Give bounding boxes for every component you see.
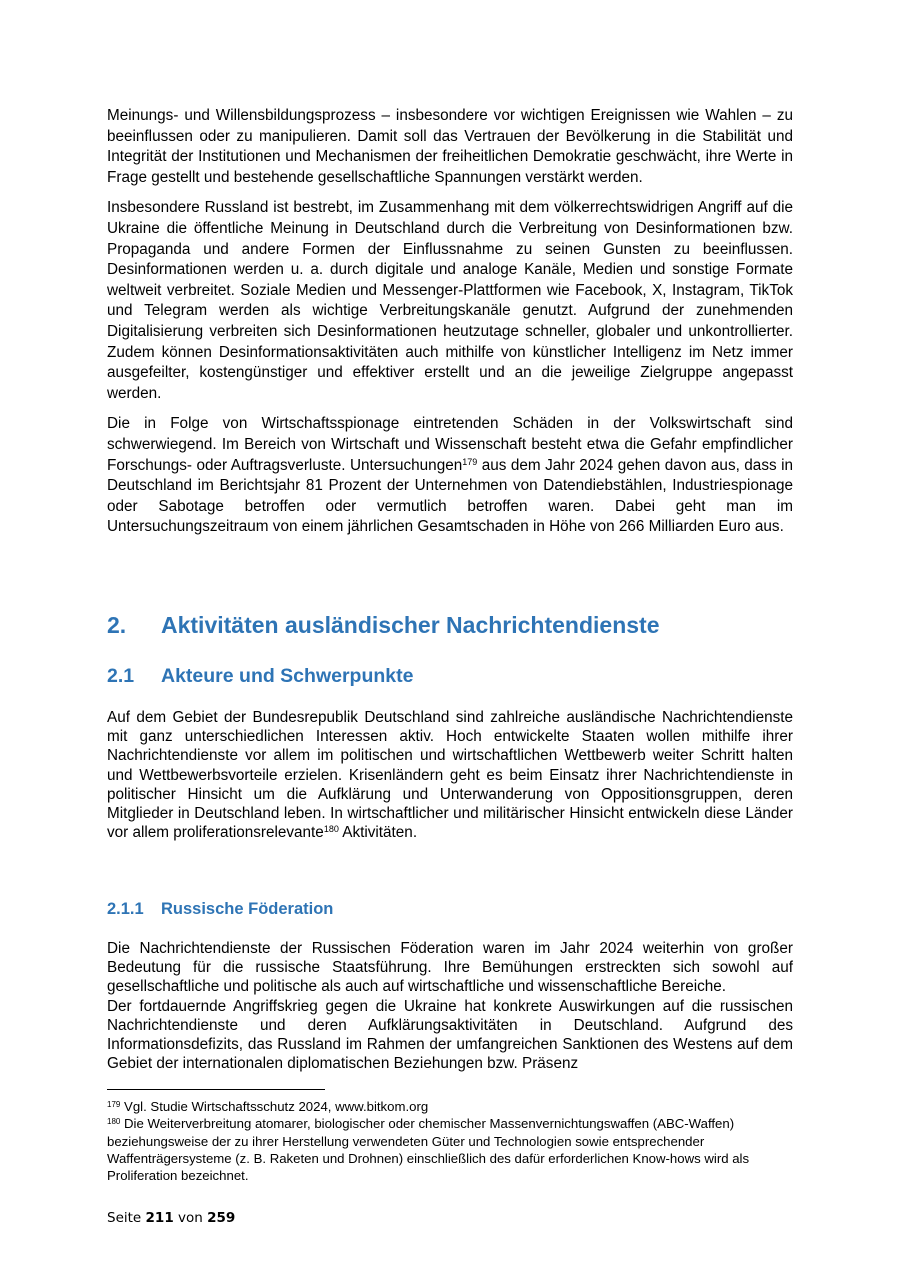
paragraph-russia-disinformation: Insbesondere Russland ist bestrebt, im Zusammenhang mit dem völkerrechtswidrigen Angriff auf die Ukraine die öffentliche Meinung in Deutschland durch die Verbreitung von Desinformationen bzw. Propaganda und andere Formen der Einflussnahme zu seinen Gunsten zu beeinflussen. Desinformationen werden u. a. durch digitale und analoge Kanäle, Medien und sonstige Formate weltweit verbreitet. Soziale Medien und Messenger-Plattformen wie Facebook, X, Instagram, TikTok und Telegram werden als wichtige Verbreitungskanäle genutzt. Aufgrund der zunehmenden Digitalisierung verbreiten sich Desinformationen heutzutage schneller, globaler und unkontrollierter. Zudem können Desinformationsaktivitäten auch mithilfe von künstlicher Intelligenz im Netz immer ausgefeilter, kostengünstiger und effektiver erstellt und an die jeweilige Zielgruppe angepasst werden. [107, 199, 793, 402]
paragraph-economic-espionage-part1: Die in Folge von Wirtschaftsspionage eintretenden Schäden in der Volkswirtschaft sind schwerwiegend. Im Bereich von Wirtschaft und Wissenschaft besteht etwa die Gefahr empfindlicher Forschungs- oder Auftragsverluste. Untersuchungen [107, 415, 793, 474]
footer-middle: von [173, 1210, 208, 1226]
paragraph-russia-war: Der fortdauernde Angriffskrieg gegen die Ukraine hat konkrete Auswirkungen auf die russischen Nachrichtendienste und deren Aufklärungsaktivitäten in Deutschland. Aufgrund des Informationsdefizits, das Russland im Rahmen der umfangreichen Sanktionen des Westens auf dem Gebiet der internationalen diplomatischen Beziehungen bzw. Präsenz [107, 997, 793, 1073]
section-heading-2-1-1 [107, 900, 333, 919]
body-text-actors [107, 708, 793, 842]
footnote-number: 180 [107, 1117, 121, 1127]
footer-prefix: Seite [107, 1210, 146, 1226]
subsection-title: Akteure und Schwerpunkte [161, 665, 414, 687]
footnote-text: Die Weiterverbreitung atomarer, biologischer oder chemischer Massenvernichtungswaffen (ABC-Waffen) beziehungsweise der zu ihrer Herstellung verwendeten Güter und Technologien sowie entsprechender Waffenträgersysteme (z. B. Raketen und Drohnen) einschließlich des dafür erforderlichen Know-hows wird als Proliferation bezeichnet. [107, 1116, 750, 1184]
section-title: Aktivitäten ausländischer Nachrichtendienste [161, 612, 660, 638]
current-page-number: 211 [145, 1210, 174, 1226]
paragraph-foreign-services-part2: Aktivitäten. [338, 824, 418, 842]
footnote-text: Vgl. Studie Wirtschaftsschutz 2024, www.bitkom.org [120, 1099, 429, 1114]
total-pages: 259 [207, 1210, 236, 1226]
subsubsection-title: Russische Föderation [161, 900, 334, 918]
paragraph-elections: Meinungs- und Willensbildungsprozess – insbesondere vor wichtigen Ereignissen wie Wahlen – zu beeinflussen oder zu manipulieren. Damit soll das Vertrauen der Bevölkerung in die Stabilität und Integrität der Institutionen und Mechanismen der freiheitlichen Demokratie geschwächt, ihre Werte in Frage gestellt und bestehende gesellschaftliche Spannungen verstärkt werden. [107, 107, 793, 186]
paragraph-foreign-services-part1: Auf dem Gebiet der Bundesrepublik Deutschland sind zahlreiche ausländische Nachrichtendienste mit ganz unterschiedlichen Interessen aktiv. Hoch entwickelte Staaten wollen mithilfe ihrer Nachrichtendienste vor allem im politischen und wirtschaftlichen Wettbewerb weiter Schritt halten und Wettbewerbsvorteile erzielen. Krisenländern geht es beim Einsatz ihrer Nachrichtendienste in politischer Hinsicht um die Aufklärung und Unterwanderung von Oppositionsgruppen, deren Mitglieder in Deutschland leben. In wirtschaftlicher und militärischer Hinsicht entwickeln diese Länder vor allem proliferationsrelevante [107, 709, 793, 842]
section-heading-2 [107, 612, 660, 639]
footnote-180 [107, 1115, 793, 1184]
paragraph-economic-espionage-part2: aus dem Jahr 2024 gehen davon aus, dass in Deutschland im Berichtsjahr 81 Prozent der Unternehmen von Datendiebstählen, Industriespionage oder Sabotage betroffen oder vermutlich betroffen waren. Dabei geht man im Untersuchungszeitraum von einem jährlichen Gesamtschaden in Höhe von 266 Milliarden Euro aus. [107, 456, 793, 536]
section-number: 2. [107, 612, 127, 638]
page-footer [107, 1210, 235, 1226]
footnote-ref-179[interactable]: 179 [462, 456, 478, 467]
paragraph-economic-espionage [107, 414, 793, 538]
footnote-179 [107, 1098, 793, 1115]
footnote-separator [107, 1089, 325, 1090]
footnote-ref-180[interactable]: 180 [323, 824, 339, 835]
paragraph-russia-services: Die Nachrichtendienste der Russischen Föderation waren im Jahr 2024 weiterhin von großer Bedeutung für die russische Staatsführung. Ihre Bemühungen erstreckten sich sowohl auf gesellschaftliche und politische als auch auf wirtschaftliche und wissenschaftliche Bereiche. [107, 940, 793, 996]
body-text-top [107, 106, 793, 538]
subsection-number: 2.1 [107, 665, 135, 687]
footnotes [107, 1098, 793, 1184]
subsubsection-number: 2.1.1 [107, 900, 144, 918]
paragraph-foreign-services [107, 708, 793, 842]
section-heading-2-1 [107, 665, 413, 688]
footnote-number: 179 [107, 1100, 121, 1109]
body-text-russia [107, 939, 793, 1073]
